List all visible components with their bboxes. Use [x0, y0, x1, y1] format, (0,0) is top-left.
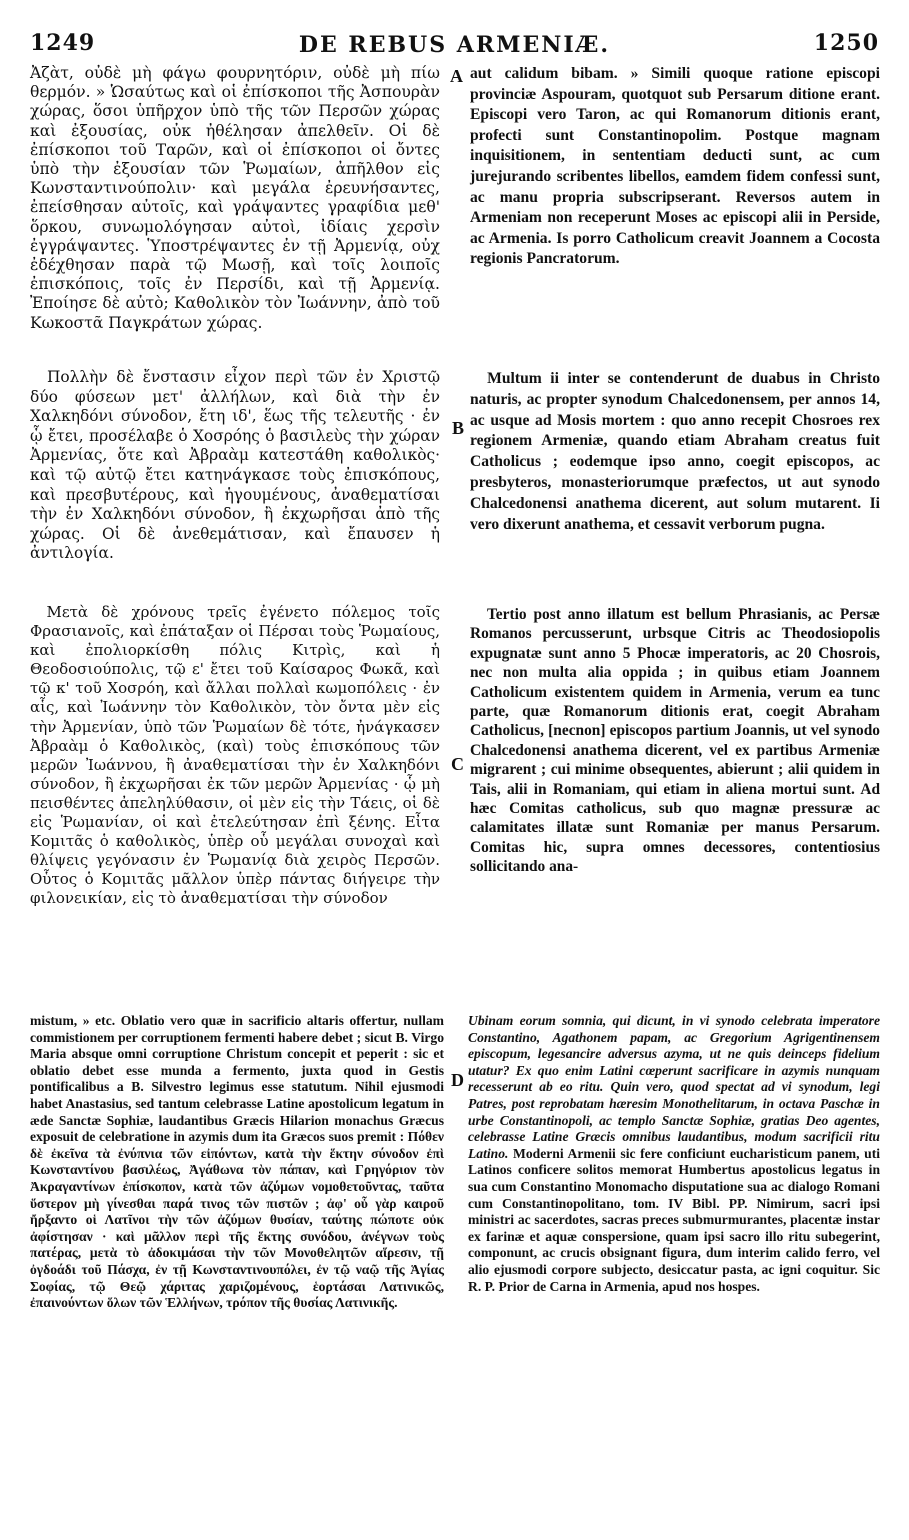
greek-paragraph-2	[30, 368, 440, 564]
latin-paragraph-2	[470, 369, 880, 535]
margin-letter-b: B	[452, 418, 465, 438]
greek-paragraph-3	[30, 603, 440, 909]
greek-text-3: Μετὰ δὲ χρόνους τρεῖς ἐγένετο πόλεμος τοῖς Φρασιανοῖς, καὶ ἐπάταξαν οἱ Πέρσαι τοὺς Ῥωμαίους, καὶ ἐπολιορκίσθη πόλις Κιτρὶς, καὶ ἡ Θεοδοσιούπολις, τῷ ε' ἔτει τοῦ Καίσαρος Φωκᾶ, καὶ τῷ κ' τοῦ Χοσρόη, καὶ ἄλλαι πολλαὶ κωμοπόλεις · ἐν αἷς, καὶ Ἰωάννην τὸν Καθολικὸν, τὸν ὄντα μὲν εἰς τὴν Ἀρμενίαν, ὑπὸ τῶν Ῥωμαίων δὲ τότε, ἠνάγκασεν Ἀβραὰμ ὁ Καθολικὸς, (καὶ) τοὺς ἐπισκόπους τῶν μερῶν Ἰωάννου, ἢ ἀναθεματίσαι τὴν ἐν Χαλκηδόνι σύνοδον, ἢ ἐκχωρῆσαι ἐκ τῶν μερῶν Ἀρμενίας · ᾧ μὴ πεισθέντες ἀπεληλύθασιν, οἱ μὲν εἰς τὴν Τάεις, οἱ δὲ εἰς Ῥωμανίαν, οἱ καὶ ἐτελεύτησαν ἐπὶ ξένης. Εἶτα Κομιτᾶς ὁ καθολικὸς, ὑπὲρ οὗ μεγάλαι συνοχαὶ καὶ θλίψεις γεγόνασιν ἐν Ῥωμανίᾳ διὰ χειρὸς Περσῶν. Οὗτος ὁ Κομιτᾶς μᾶλλον ὑπὲρ πάντας διήγειρε τὴν φιλονεικίαν, εἰς τὸ ἀναθεματίσαι τὴν σύνοδον	[30, 603, 440, 908]
running-title: DE REBUS ARMENIÆ.	[298, 32, 611, 58]
latin-text-3: Tertio post anno illatum est bellum Phrasianis, ac Persæ Romanos percusserunt, urbsque Citris ac Theodosiopolis expugnatæ sunt anno 5 Phocæ imperatoris, ac 20 Chosrois, nec non multa alia oppida ; in quibus etiam Joannem Catholicum existentem quidem in Armenia, verum ea tunc parte, quæ Romanorum ditionis erat, coegit Abraham Catholicus, [necnon] episcopos partium Joannis, ut vel synodo Chalcedonensi anathema dicerent, vel ex partibus Armeniæ migrarent ; cui minime obsequentes, abierunt ; alii quidem in Tais, alii in Romaniam, qui etiam in aliena mortui sunt. Ad hæc Comitas catholicus, sub quo magnæ pressuræ ac calamitates illatæ sunt Romaniæ per manus Persarum. Comitas hic, supra omnes decessores, contentiosius sollicitando ana-	[470, 606, 880, 876]
footnote-right-text	[468, 1013, 880, 1295]
page-number-right: 1250	[813, 30, 879, 56]
latin-paragraph-3	[470, 605, 880, 877]
margin-letter-a: A	[450, 66, 463, 86]
footnote-right-column	[468, 1013, 880, 1295]
latin-text-1: aut calidum bibam. » Simili quoque ratione episcopi provinciæ Aspouram, quotquot sub Persarum ditione erant. Episcopi vero Taron, ac qui Romanorum ditionis erant, profecti sunt Constantinopolim. Postque magnam inquisitionem, in sententiam deducti sunt, ac cum jurejurando scribentes libellos, eamdem fidem confessi sunt, ac manu propria subscripserant. Reversos autem in Armeniam non receperunt Moses ac episcopi alii in Perside, ac Armenia. Is porro Catholicum creavit Joannem a Cocosta regionis Pancratorum.	[470, 65, 880, 268]
margin-letter-c: C	[451, 754, 464, 774]
page-number-left: 1249	[30, 30, 96, 56]
margin-letter-d: D	[451, 1070, 464, 1090]
latin-text-2: Multum ii inter se contenderunt de duabus in Christo naturis, ac propter synodum Chalcedonensem, per annos 14, ac usque ad Mosis mortem : quo anno recepit Chosroes rex regionem Armeniæ, quando etiam Abraham creatus fuit Catholicus ; eodemque ipso anno, coegit episcopos, ac presbyteros, monasteriorumque præfectos, ut aut synodo Chalcedonensi anathema dicerent, aut solum mutarent. Ii vero dixerunt anathema, et cessavit verborum pugna.	[470, 370, 880, 533]
greek-text-2: Πολλὴν δὲ ἔνστασιν εἶχον περὶ τῶν ἐν Χριστῷ δύο φύσεων μετ' ἀλλήλων, καὶ διὰ τὴν ἐν Χαλκηδόνι σύνοδον, ἔτη ιδ', ἕως τῆς τελευτῆς · ἐν ᾧ ἔτει, προσέλαβε ὁ Χοσρόης ὁ βασιλεὺς τὴν χώραν Ἀρμενίας, ὅτε καὶ Ἀβραὰμ κατεστάθη καθολικὸς· καὶ τῷ αὐτῷ ἔτει κατηνάγκασε τοὺς ἐπισκόπους, καὶ πρεσβυτέρους, καὶ ἡγουμένους, ἀναθεματίσαι τὴν ἐν Χαλκηδόνι σύνοδον, ἢ ἐκχωρῆσαι ἀπὸ τῆς χώρας. Οἱ δὲ ἀνεθεμάτισαν, καὶ ἔπαυσεν ἡ ἀντιλογία.	[30, 368, 440, 563]
footnote-right-roman: Moderni Armenii sic fere conficiunt eucharisticum panem, uti Latinos conficere solitos memorat Humbertus apostolicus legatus in sua cum Constantino Monomacho disputatione sua ac dialogo Romani cum Constantinopolitano, tom. IV Bibl. PP. Nimirum, sacri ipsi ministri ac sacerdotes, sacras preces submurmurantes, placentæ instar ex farinæ et aquæ conspersione, quam ipsi sacro illo ritu subegerint, componunt, ac crucis obsignant figura, dum interim calido ferro, vel alio ejusmodi corpore subjecto, desiccatur pasta, ac igni coquitur. Sic R. P. Prior de Carna in Armenia, apud nos hospes.	[468, 1145, 880, 1294]
greek-paragraph-1	[30, 64, 440, 333]
greek-text-1: Ἀζὰτ, οὐδὲ μὴ φάγω φουρνητόριν, οὐδὲ μὴ πίω θερμόν. » Ὡσαύτως καὶ οἱ ἐπίσκοποι τῆς Ἀσπουρὰν χώρας, ὅσοι ὑπῆρχον ὑπὸ τῆς τῶν Περσῶν χώρας καὶ ἐξουσίας, οὐκ ἠθέλησαν ἀπελθεῖν. Οἱ δὲ ἐπίσκοποι τοῦ Ταρῶν, καὶ οἱ ἐπίσκοποι οἱ ὄντες ὑπὸ τὴν ἐξουσίαν τῶν Ῥωμαίων, ἀπῆλθον εἰς Κωνσταντινούπολιν· καὶ μεγάλα ἐρευνήσαντες, ἐπείσθησαν αὐτοῖς, καὶ γράψαντες γραφίδια μεθ' ὅρκου, συνωμολόγησαν αὐτοὶ, ἰδίαις χερσὶν ἐγγράψαντες. Ὑποστρέψαντες ἐν τῇ Ἀρμενίᾳ, οὐχ ἐδέχθησαν παρὰ τῷ Μωσῇ, καὶ τοῖς λοιποῖς ἐπισκόποις, τοῖς ἐν Περσίδι, καὶ τῇ Ἀρμενίᾳ. Ἐποίησε δὲ αὐτὸ; Καθολικὸν τὸν Ἰωάννην, ἀπὸ τοῦ Κωκοστᾶ Παγκράτων χώρας.	[30, 64, 440, 332]
page-header	[0, 0, 909, 60]
footnote-left-text: mistum, » etc. Oblatio vero quæ in sacrificio altaris offertur, nullam commistionem per corruptionem fermenti habere debet ; sicut B. Virgo Maria absque omni corruptione Christum concepit et peperit : sic et oblatio debet esse munda a fermento, juxta quod in Gestis pontificalibus a B. Silvestro legimus esse statutum. Nihil ejusmodi habet Anastasius, sed tantum celebrasse Latine apostolicum legatum in æde Sanctæ Sophiæ, laudantibus Græcis Hilarion monachus Græcus exposuit de celebratione in azymis dum ita Græcos suos premit : Πόθεν δὲ ἐκεῖνα τὰ ἐνύπνια τῶν εἰπόντων, κατὰ τὴν ἕκτην σύνοδον ἐπὶ Κωνσταντίνου βασιλέως, Ἀγάθωνα τὸν πάπαν, καὶ Γρηγόριον τὸν Ἀκραγαντίνων ἐπίσκοπον, κατὰ τῶν ἀζύμων νομοθετοῦντας, ταῦτα ὕστερον μὴ γίνεσθαι παρά τινος τῶν πιστῶν ; ἀφ' οὗ γὰρ καιροῦ ἤρξαντο οἱ Λατῖνοι τὴν τῶν ἀζύμων θυσίαν, ταύτης πώποτε οὐκ ἀφίστησαν · καὶ μᾶλλον περὶ τῆς ἕκτης συνόδου, ἀνέγνων τοὺς πατέρας, μετὰ τὸ ἀδοκιμάσαι τὴν τῶν Μονοθελητῶν αἵρεσιν, τῇ ὀγδοάδι τοῦ Πάσχα, ἐν τῇ Κωνσταντινουπόλει, ἐν τῷ ναῷ τῆς Ἁγίας Σοφίας, τῷ Θεῷ χάριτας χαριζομένους, ἑορτάσαι Λατινικῶς, ἐπαινούντων ὅλων τῶν Ἑλλήνων, τρόπον τῆς θυσίας Λατινικῆς.	[30, 1013, 444, 1311]
footnote-left-column	[30, 1013, 444, 1312]
footnote-right-italic: Ubinam eorum somnia, qui dicunt, in vi synodo celebrata imperatore Constantino, Agathonem papam, ac Gregorium Agrigentinensem episcopum, legesancire adversus azyma, ut ne quis deinceps fidelium utatur? Ex quo enim Latini cœperunt sacrificare in azymis nunquam recesserunt ab eo ritu. Quin vero, quod spectat ad vi synodum, legi Patres, post reprobatam hæresim Monothelitarum, in octava Paschæ in urbe Constantinopoli, ac templo Sanctæ Sophiæ, gratias Deo agentes, celebrasse Latine Græcis omnibus laudantibus, modum sacrificii ritu Latino.	[468, 1013, 880, 1161]
latin-paragraph-1	[470, 64, 880, 270]
